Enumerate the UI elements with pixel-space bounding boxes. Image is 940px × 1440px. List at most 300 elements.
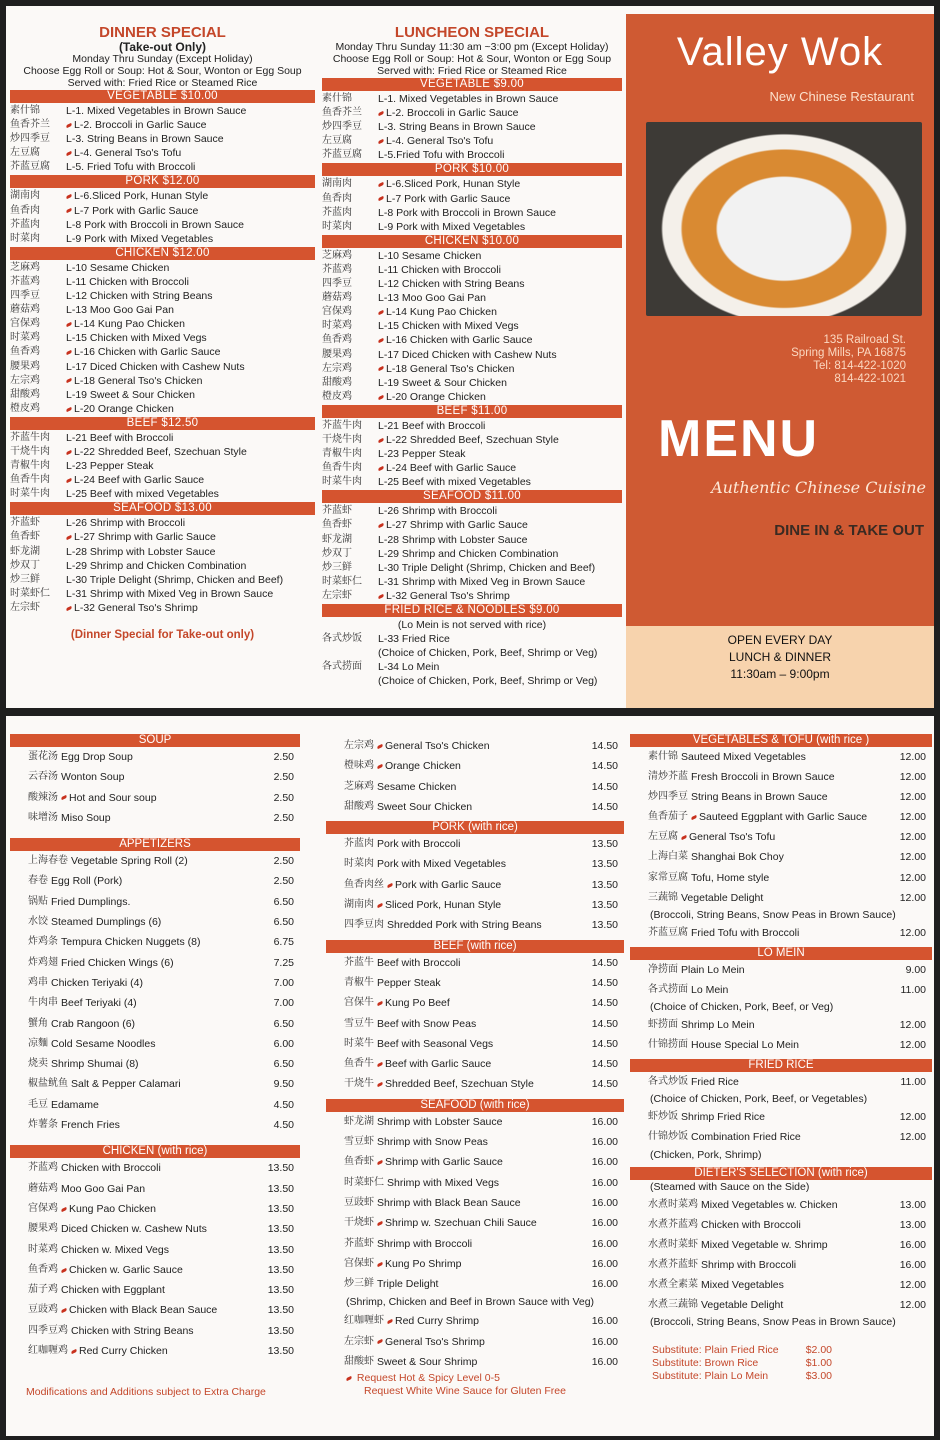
menu-item <box>322 106 622 120</box>
item-chinese-name: 四季豆鸡 <box>28 1324 68 1336</box>
item-english-name <box>701 1255 892 1275</box>
item-english-name: (Choice of Chicken, Pork, Beef, Shrimp or Veg) <box>378 647 598 660</box>
item-chinese-name: 甜酸鸡 <box>344 800 374 812</box>
item-english-name <box>691 847 892 867</box>
item-chinese-name: 酸辣汤 <box>28 791 58 803</box>
menu-item <box>322 533 622 547</box>
item-label: Shrimp with Broccoli <box>377 1237 473 1250</box>
menu-item <box>10 1095 300 1115</box>
item-price: 12.00 <box>899 811 926 824</box>
item-chinese-name: 橙皮鸡 <box>322 390 352 402</box>
item-label: L-5.Fried Tofu with Broccoli <box>378 149 505 162</box>
item-english-name <box>378 589 622 603</box>
menu-item <box>630 1035 932 1055</box>
item-label: L-22 Shredded Beef, Szechuan Style <box>386 433 559 446</box>
item-english-name <box>71 1074 260 1094</box>
spicy-level-note: Request Hot & Spicy Level 0-5 <box>356 1372 500 1384</box>
menu-item <box>10 1260 300 1280</box>
item-english-name <box>51 973 260 993</box>
section-header: SEAFOOD $11.00 <box>322 490 622 503</box>
item-english-name <box>66 331 315 345</box>
item-english-name <box>377 777 584 797</box>
item-chinese-name: 水煮全素菜 <box>648 1278 698 1290</box>
item-chinese-name: 干烧牛 <box>344 1078 374 1090</box>
menu-item <box>322 277 622 291</box>
menu-item <box>10 303 315 317</box>
menu-item <box>10 374 315 388</box>
menu-item <box>326 1234 624 1254</box>
menu-item <box>326 1311 624 1331</box>
item-english-name <box>61 1115 260 1135</box>
item-price: 12.00 <box>899 871 926 884</box>
pepper-icon <box>66 123 73 128</box>
item-chinese-name: 炒三鲜 <box>10 573 40 585</box>
item-price: 16.00 <box>591 1136 618 1149</box>
dine-in-take-out: DINE IN & TAKE OUT <box>774 522 924 539</box>
item-english-name <box>378 348 622 362</box>
item-chinese-name: 云吞汤 <box>28 771 58 783</box>
menu-item <box>322 263 622 277</box>
item-note: (Choice of Chicken, Pork, Beef, or Vegetables) <box>650 1093 868 1106</box>
item-chinese-name: 味增汤 <box>28 811 58 823</box>
item-price: 13.50 <box>267 1182 294 1195</box>
menu-item <box>10 132 315 146</box>
item-chinese-name: 水煮芥蓝鸡 <box>648 1218 698 1230</box>
menu-item <box>10 1014 300 1034</box>
item-english-name <box>378 376 622 390</box>
item-label: L-30 Triple Delight (Shrimp, Chicken and Beef) <box>66 573 284 586</box>
item-price: 12.00 <box>899 1111 926 1124</box>
item-chinese-name: 各式捞面 <box>322 661 362 673</box>
item-label: L-6.Sliced Pork, Hunan Style <box>74 190 209 203</box>
item-chinese-name: 凉麵 <box>28 1037 48 1049</box>
menu-item <box>10 1054 300 1074</box>
item-price: 13.00 <box>899 1198 926 1211</box>
pepper-icon <box>71 1349 78 1354</box>
item-chinese-name: 宫保鸡 <box>10 318 40 330</box>
item-chinese-name: 芥蓝鸡 <box>10 275 40 287</box>
menu-item <box>322 148 622 162</box>
pepper-icon <box>377 1082 384 1087</box>
item-label: Sweet & Sour Shrimp <box>377 1356 478 1369</box>
item-label: L-4. General Tso's Tofu <box>74 147 182 160</box>
menu-item <box>10 530 315 544</box>
item-chinese-name: 虾龙湖 <box>322 533 352 545</box>
menu-item <box>10 559 315 573</box>
menu-item <box>322 249 622 263</box>
item-english-name <box>378 319 622 333</box>
menu-item <box>322 333 622 347</box>
item-english-name <box>377 1274 584 1294</box>
item-chinese-name: 炒双丁 <box>10 559 40 571</box>
item-label: L-27 Shrimp with Garlic Sauce <box>386 519 528 532</box>
item-label: L-5. Fried Tofu with Broccoli <box>66 161 196 174</box>
item-english-name <box>377 1132 584 1152</box>
item-chinese-name: 水煮芥蓝虾 <box>648 1258 698 1270</box>
item-label: Vegetable Delight <box>701 1298 784 1311</box>
item-price: 13.50 <box>591 878 618 891</box>
item-price: 13.50 <box>267 1263 294 1276</box>
section-header: SEAFOOD $13.00 <box>10 502 315 515</box>
item-chinese-name: 芥蓝虾 <box>10 517 40 529</box>
item-label: Fried Rice <box>691 1076 739 1089</box>
item-english-name <box>61 788 260 808</box>
item-label: General Tso's Shrimp <box>385 1335 485 1348</box>
pepper-icon <box>61 1267 68 1272</box>
item-price: 4.50 <box>273 1119 294 1132</box>
item-english-name <box>378 518 622 532</box>
menu-item <box>10 473 315 487</box>
item-label: Red Curry Chicken <box>79 1345 168 1358</box>
item-chinese-name: 春卷 <box>28 875 48 887</box>
item-price: 6.75 <box>273 936 294 949</box>
item-english-name <box>61 1300 260 1320</box>
item-chinese-name: 上海春卷 <box>28 855 68 867</box>
cover-panel <box>626 14 934 626</box>
item-chinese-name: 橙味鸡 <box>344 760 374 772</box>
item-price: 13.50 <box>267 1243 294 1256</box>
item-english-name <box>378 192 622 206</box>
dinner-special-column <box>10 24 315 641</box>
item-english-name <box>61 767 260 787</box>
item-price: 16.00 <box>591 1156 618 1169</box>
item-english-name <box>377 1054 584 1074</box>
item-english-name <box>691 1072 892 1092</box>
section-header: APPETIZERS <box>10 838 300 851</box>
item-english-name <box>66 516 315 530</box>
menu-item <box>326 797 624 817</box>
item-chinese-name: 左宗虾 <box>322 589 352 601</box>
item-chinese-name: 鱼香肉 <box>322 192 352 204</box>
item-english-name <box>377 1034 584 1054</box>
menu-item <box>322 461 622 475</box>
item-english-name <box>378 120 622 134</box>
pepper-icon <box>378 196 385 201</box>
item-label: Cold Sesame Noodles <box>51 1037 156 1050</box>
pepper-icon <box>61 795 68 800</box>
item-chinese-name: 上海白菜 <box>648 851 688 863</box>
item-label: L-3. String Beans in Brown Sauce <box>378 121 536 134</box>
item-price: 12.00 <box>899 791 926 804</box>
item-label: Mixed Vegetables <box>701 1278 784 1291</box>
item-label: Pork with Broccoli <box>377 838 461 851</box>
substitute-label: Substitute: Brown Rice <box>652 1357 759 1369</box>
item-label: Vegetable Delight <box>681 891 764 904</box>
item-label: L-4. General Tso's Tofu <box>386 135 494 148</box>
item-english-name <box>66 118 315 132</box>
item-price: 14.50 <box>591 1078 618 1091</box>
item-chinese-name: 蟹角 <box>28 1017 48 1029</box>
menu-item <box>322 206 622 220</box>
item-english-name <box>66 160 315 174</box>
item-note: (Broccoli, String Beans, Snow Peas in Brown Sauce) <box>650 1316 896 1329</box>
section-header: PORK $12.00 <box>10 175 315 188</box>
item-label: L-18 General Tso's Chicken <box>74 374 203 387</box>
address-street: 135 Railroad St. <box>823 334 906 346</box>
item-price: 16.00 <box>591 1115 618 1128</box>
item-label: Pork with Mixed Vegetables <box>377 858 506 871</box>
item-english-name <box>377 797 584 817</box>
menu-item <box>10 851 300 871</box>
menu-item <box>10 788 300 808</box>
item-price: 12.00 <box>899 851 926 864</box>
item-label: L-24 Beef with Garlic Sauce <box>74 474 205 487</box>
item-english-name <box>61 993 260 1013</box>
item-chinese-name: 四季豆 <box>322 278 352 290</box>
item-price: 12.00 <box>899 771 926 784</box>
item-label: Lo Mein <box>691 983 729 996</box>
pepper-icon <box>66 208 73 213</box>
item-chinese-name: 三蔬锦 <box>648 891 678 903</box>
item-chinese-name: 芥蓝虾 <box>322 505 352 517</box>
item-chinese-name: 水煮时菜虾 <box>648 1238 698 1250</box>
item-price: 14.50 <box>591 956 618 969</box>
item-english-name <box>681 827 892 847</box>
item-label: L-15 Chicken with Mixed Vegs <box>66 332 207 345</box>
item-label: L-30 Triple Delight (Shrimp, Chicken and Beef) <box>378 561 596 574</box>
menu-item <box>322 177 622 191</box>
item-label: Beef with Broccoli <box>377 956 461 969</box>
menu-item <box>630 1255 932 1275</box>
address-city: Spring Mills, PA 16875 <box>791 347 906 359</box>
menu-item <box>10 402 315 416</box>
item-label: Shrimp with Mixed Vegs <box>387 1176 500 1189</box>
pepper-icon <box>377 1261 384 1266</box>
item-chinese-name: 红咖喱虾 <box>344 1315 384 1327</box>
item-label: L-10 Sesame Chicken <box>66 261 170 274</box>
item-chinese-name: 芝麻鸡 <box>344 780 374 792</box>
item-english-name <box>66 132 315 146</box>
item-chinese-name: 家常豆腐 <box>648 871 688 883</box>
full-menu-column-2 <box>326 736 624 1372</box>
hours-line: OPEN EVERY DAY <box>727 633 833 647</box>
item-chinese-name: 时菜虾仁 <box>344 1176 384 1188</box>
restaurant-tagline: New Chinese Restaurant <box>769 89 914 104</box>
item-english-name <box>378 92 622 106</box>
item-english-name <box>71 851 260 871</box>
item-label: Shredded Beef, Szechuan Style <box>385 1078 534 1091</box>
item-chinese-name: 蘑菇鸡 <box>28 1182 58 1194</box>
fried-item <box>322 646 622 660</box>
substitute-row <box>652 1344 832 1357</box>
item-price: 16.00 <box>591 1315 618 1328</box>
item-chinese-name: 鱼香鸡 <box>10 346 40 358</box>
menu-item <box>326 953 624 973</box>
menu-item <box>326 1132 624 1152</box>
gluten-note: Request White Wine Sauce for Gluten Free <box>364 1385 566 1397</box>
menu-item <box>326 1054 624 1074</box>
menu-item <box>326 736 624 756</box>
item-english-name <box>378 419 622 433</box>
item-label: L-20 Orange Chicken <box>74 402 174 415</box>
item-chinese-name: 青椒牛肉 <box>10 460 50 472</box>
pepper-icon <box>377 744 384 749</box>
menu-item <box>326 993 624 1013</box>
item-price: 16.00 <box>591 1278 618 1291</box>
menu-item <box>10 767 300 787</box>
item-chinese-name: 青椒牛肉 <box>322 448 362 460</box>
item-chinese-name: 时菜鸡 <box>322 320 352 332</box>
section-header: SEAFOOD (with rice) <box>326 1099 624 1112</box>
item-english-name <box>377 854 584 874</box>
section-header: VEGETABLE $10.00 <box>10 90 315 103</box>
item-label: Sliced Pork, Hunan Style <box>385 899 502 912</box>
item-label: Chicken w. Mixed Vegs <box>61 1243 169 1256</box>
item-chinese-name: 时菜鸡 <box>10 332 40 344</box>
section-header: VEGETABLES & TOFU (with rice ) <box>630 734 932 747</box>
menu-item <box>322 561 622 575</box>
item-chinese-name: 鱼香茄子 <box>648 811 688 823</box>
menu-inside-panel <box>6 716 934 1436</box>
item-price: 6.50 <box>273 916 294 929</box>
item-label: L-13 Moo Goo Gai Pan <box>66 304 174 317</box>
item-price: 14.50 <box>591 976 618 989</box>
item-chinese-name: 四季豆肉 <box>344 919 384 931</box>
menu-item <box>10 1219 300 1239</box>
item-chinese-name: 牛肉串 <box>28 997 58 1009</box>
item-english-name <box>51 892 260 912</box>
item-english-name <box>377 895 584 915</box>
menu-item <box>10 261 315 275</box>
menu-item <box>326 1112 624 1132</box>
item-chinese-name: 芥蓝牛 <box>344 956 374 968</box>
item-label: Chicken with Broccoli <box>61 1162 161 1175</box>
pepper-icon <box>681 835 688 840</box>
item-price: 16.00 <box>591 1176 618 1189</box>
item-label: Egg Roll (Pork) <box>51 875 123 888</box>
menu-item <box>10 1115 300 1135</box>
substitute-label: Substitute: Plain Fried Rice <box>652 1344 779 1356</box>
item-chinese-name: 干烧牛肉 <box>322 433 362 445</box>
item-chinese-name: 鱼香牛肉 <box>10 474 50 486</box>
pepper-icon <box>377 1160 384 1165</box>
item-english-name <box>66 345 315 359</box>
item-chinese-name: 甜酸虾 <box>344 1356 374 1368</box>
item-chinese-name: 左豆腐 <box>322 135 352 147</box>
restaurant-name: Valley Wok <box>676 30 884 74</box>
item-english-name <box>378 575 622 589</box>
item-chinese-name: 豆豉虾 <box>344 1196 374 1208</box>
item-label: L-29 Shrimp and Chicken Combination <box>378 547 559 560</box>
item-price: 4.50 <box>273 1098 294 1111</box>
pepper-icon <box>378 338 385 343</box>
item-price: 6.50 <box>273 1058 294 1071</box>
item-price: 14.50 <box>591 780 618 793</box>
item-label: L-24 Beef with Garlic Sauce <box>386 462 517 475</box>
item-price: 2.50 <box>273 855 294 868</box>
item-chinese-name: 时菜牛肉 <box>10 488 50 500</box>
item-chinese-name: 橙皮鸡 <box>10 402 40 414</box>
menu-item <box>10 1341 300 1361</box>
item-price: 14.50 <box>591 1037 618 1050</box>
item-chinese-name: 鸡串 <box>28 976 48 988</box>
item-chinese-name <box>322 674 378 688</box>
item-chinese-name: 芝麻鸡 <box>10 261 40 273</box>
menu-item <box>322 291 622 305</box>
item-chinese-name: 芥蓝牛肉 <box>10 431 50 443</box>
menu-item <box>10 545 315 559</box>
item-label: French Fries <box>61 1119 120 1132</box>
luncheon-special-column <box>322 24 622 688</box>
item-chinese-name: 左宗鸡 <box>322 362 352 374</box>
item-english-name <box>701 1295 892 1315</box>
item-english-name <box>66 104 315 118</box>
item-english-name <box>377 1193 584 1213</box>
item-label: L-31 Shrimp with Mixed Veg in Brown Sauce <box>66 587 274 600</box>
menu-item <box>10 189 315 203</box>
hours-box <box>626 626 934 708</box>
item-label: Edamame <box>51 1098 99 1111</box>
fried-note: (Lo Mein is not served with rice) <box>397 619 547 631</box>
item-label: Pork with Garlic Sauce <box>395 878 502 891</box>
item-label: Moo Goo Gai Pan <box>61 1182 146 1195</box>
item-price: 16.00 <box>591 1257 618 1270</box>
item-label: Shrimp with Snow Peas <box>377 1136 488 1149</box>
item-chinese-name: 椒盐鱿鱼 <box>28 1078 68 1090</box>
item-chinese-name: 时菜牛 <box>344 1037 374 1049</box>
item-label: Vegetable Spring Roll (2) <box>71 855 188 868</box>
section-header: CHICKEN $10.00 <box>322 235 622 248</box>
menu-item <box>10 587 315 601</box>
item-price: 12.00 <box>899 751 926 763</box>
item-price: 9.50 <box>273 1078 294 1091</box>
item-label: L-15 Chicken with Mixed Vegs <box>378 320 519 333</box>
pepper-icon <box>691 815 698 820</box>
item-english-name <box>378 263 622 277</box>
item-chinese-name: 湖南肉 <box>322 178 352 190</box>
pepper-icon <box>377 903 384 908</box>
item-price: 13.50 <box>267 1304 294 1317</box>
pepper-icon <box>387 1319 394 1324</box>
item-label: Plain Lo Mein <box>681 963 745 976</box>
item-english-name <box>66 573 315 587</box>
item-english-name <box>66 204 315 218</box>
item-chinese-name: 各式炒饭 <box>322 633 362 644</box>
item-english-name <box>66 388 315 402</box>
address-tel-2: 814-422-1021 <box>834 373 906 385</box>
menu-item <box>630 868 932 888</box>
item-label: L-9 Pork with Mixed Vegetables <box>66 232 214 245</box>
menu-item <box>10 601 315 615</box>
lunch-sections <box>322 78 622 603</box>
item-english-name <box>61 808 260 828</box>
section-header: BEEF (with rice) <box>326 940 624 953</box>
item-english-name <box>51 871 260 891</box>
item-label: L-3. String Beans in Brown Sauce <box>66 133 224 146</box>
menu-item <box>322 589 622 603</box>
item-chinese-name: 素什锦 <box>648 751 678 762</box>
menu-item <box>10 912 300 932</box>
menu-item <box>326 1213 624 1233</box>
menu-item <box>630 1015 932 1035</box>
item-english-name <box>66 303 315 317</box>
section-header: FRIED RICE <box>630 1059 932 1072</box>
menu-item <box>322 92 622 106</box>
substitute-price: $1.00 <box>805 1357 832 1369</box>
menu-item <box>10 218 315 232</box>
menu-item <box>10 431 315 445</box>
item-chinese-name: 甜酸鸡 <box>10 388 40 400</box>
item-price: 12.00 <box>899 831 926 844</box>
item-price: 11.00 <box>900 1076 926 1089</box>
menu-item <box>322 134 622 148</box>
item-chinese-name: 鱼香肉 <box>10 204 40 216</box>
pepper-icon <box>377 1221 384 1226</box>
item-english-name <box>66 218 315 232</box>
item-chinese-name: 什锦捞面 <box>648 1039 688 1051</box>
menu-item <box>322 447 622 461</box>
item-english-name <box>377 1014 584 1034</box>
